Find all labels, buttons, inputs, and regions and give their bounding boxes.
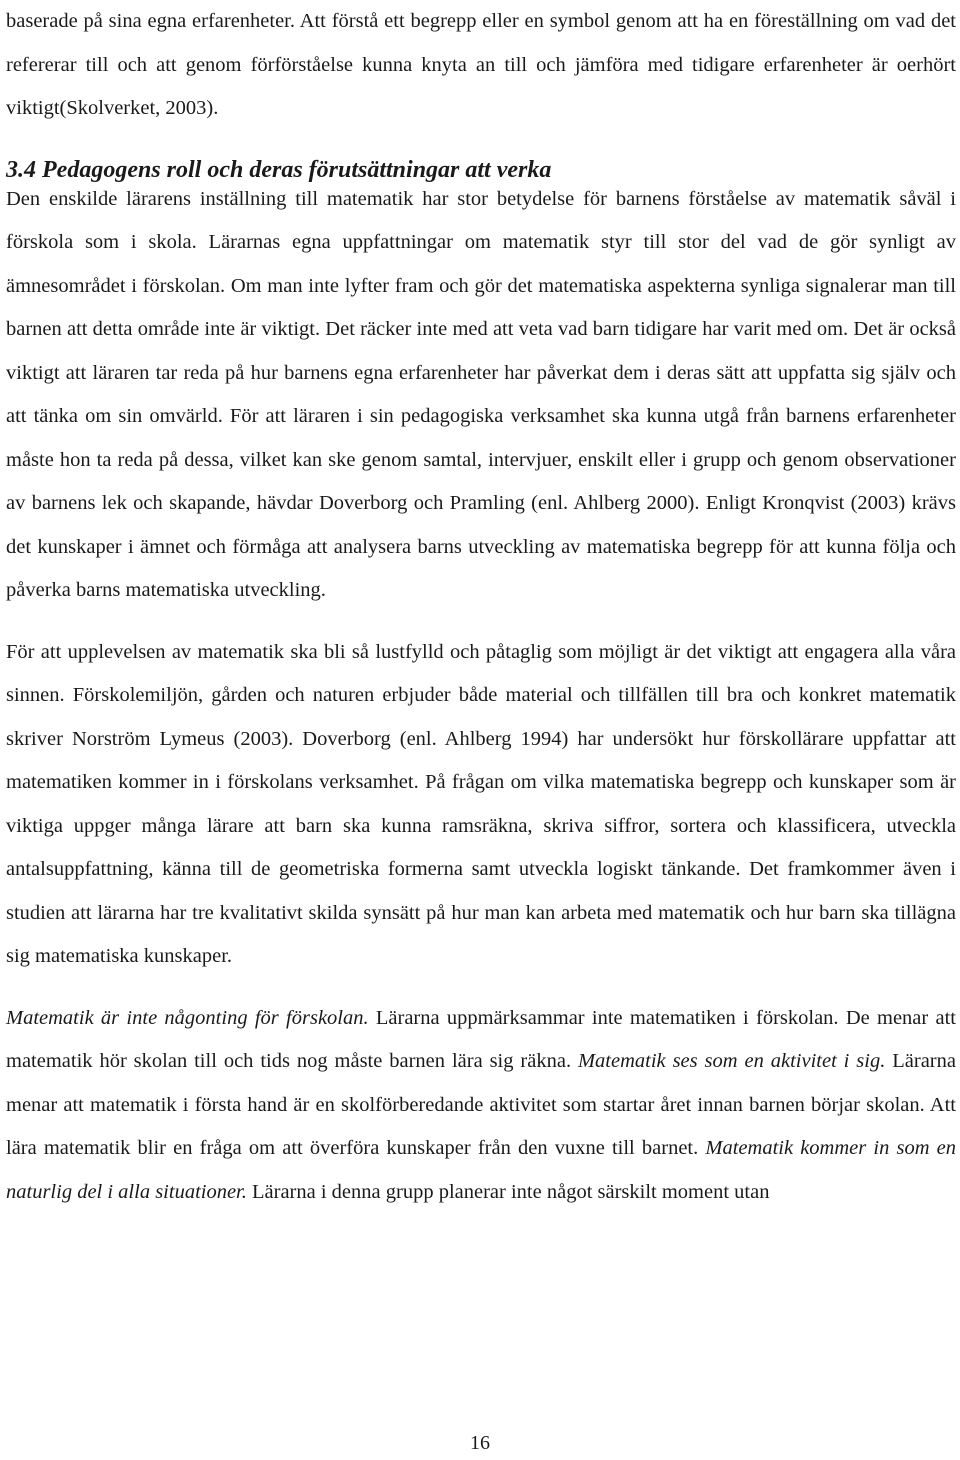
view-text-1: Lärarna uppmärksammar inte matematiken i förskolan. De menar att matematik hör skolan till och tids nog måste barnen lära sig räkna. <box>6 1006 956 1072</box>
view-title-1: Matematik är inte någonting för förskolan. <box>6 1006 369 1029</box>
views-paragraph <box>6 997 956 1215</box>
paragraph-spacer <box>6 979 956 997</box>
document-page <box>6 0 956 1214</box>
view-text-3: Lärarna i denna grupp planerar inte något särskilt moment utan <box>246 1180 770 1203</box>
section-paragraph: Den enskilde lärarens inställning till matematik har stor betydelse för barnens förståelse av matematik såväl i förskola som i skola. Lärarnas egna uppfattningar om matematik styr till stor del vad de gör synligt av ämnesområdet i förskolan. Om man inte lyfter fram och gör det matematiska aspekterna synliga signalerar man till barnen att detta område inte är viktigt. Det räcker inte med att veta vad barn tidigare har varit med om. Det är också viktigt att läraren tar reda på hur barnens egna erfarenheter har påverkat dem i deras sätt att uppfatta sig själv och att tänka om sin omvärld. För att läraren i sin pedagogiska verksamhet ska kunna utgå från barnens erfarenheter måste hon ta reda på dessa, vilket kan ske genom samtal, intervjuer, enskilt eller i grupp och genom observationer av barnens lek och skapande, hävdar Doverborg och Pramling (enl. Ahlberg 2000). Enligt Kronqvist (2003) krävs det kunskaper i ämnet och förmåga att analysera barns utveckling av matematiska begrepp för att kunna följa och påverka barns matematiska utveckling. <box>6 187 956 601</box>
view-title-3: Matematik kommer in som en naturlig del i alla situationer. <box>6 1137 956 1203</box>
paragraph-spacer <box>6 613 956 631</box>
view-title-2: Matematik ses som en aktivitet i sig. <box>577 1050 886 1072</box>
page-number: 16 <box>470 1432 490 1454</box>
section-heading: 3.4 Pedagogens roll och deras förutsättningar att verka <box>6 156 552 183</box>
intro-paragraph: baserade på sina egna erfarenheter. Att förstå ett begrepp eller en symbol genom att ha en föreställning om vad det refererar till och att genom förförståelse kunna knyta an till och jämföra med tidigare erfarenheter är oerhört viktigt(Skolverket, 2003). <box>6 10 956 119</box>
view-text-2: Lärarna menar att matematik i första hand är en skolförberedande aktivitet som startar året innan barnen börjar skolan. Att lära matematik blir en fråga om att överföra kunskaper från den vuxne till barnet. <box>6 1050 956 1159</box>
section-paragraph: För att upplevelsen av matematik ska bli så lustfylld och påtaglig som möjligt är det viktigt att engagera alla våra sinnen. Förskolemiljön, gården och naturen erbjuder både material och tillfällen till bra och konkret matematik skriver Norström Lymeus (2003). Doverborg (enl. Ahlberg 1994) har undersökt hur förskollärare uppfattar att matematiken kommer in i förskolans verksamhet. På frågan om vilka matematiska begrepp och kunskaper som är viktiga uppger många lärare att barn ska kunna ramsräkna, skriva siffror, sortera och klassificera, utveckla antalsuppfattning, känna till de geometriska formerna samt utveckla logiskt tänkande. Det framkommer även i studien att lärarna har tre kvalitativt skilda synsätt på hur man kan arbeta med matematik och hur barn ska tillägna sig matematiska kunskaper. <box>6 640 956 967</box>
